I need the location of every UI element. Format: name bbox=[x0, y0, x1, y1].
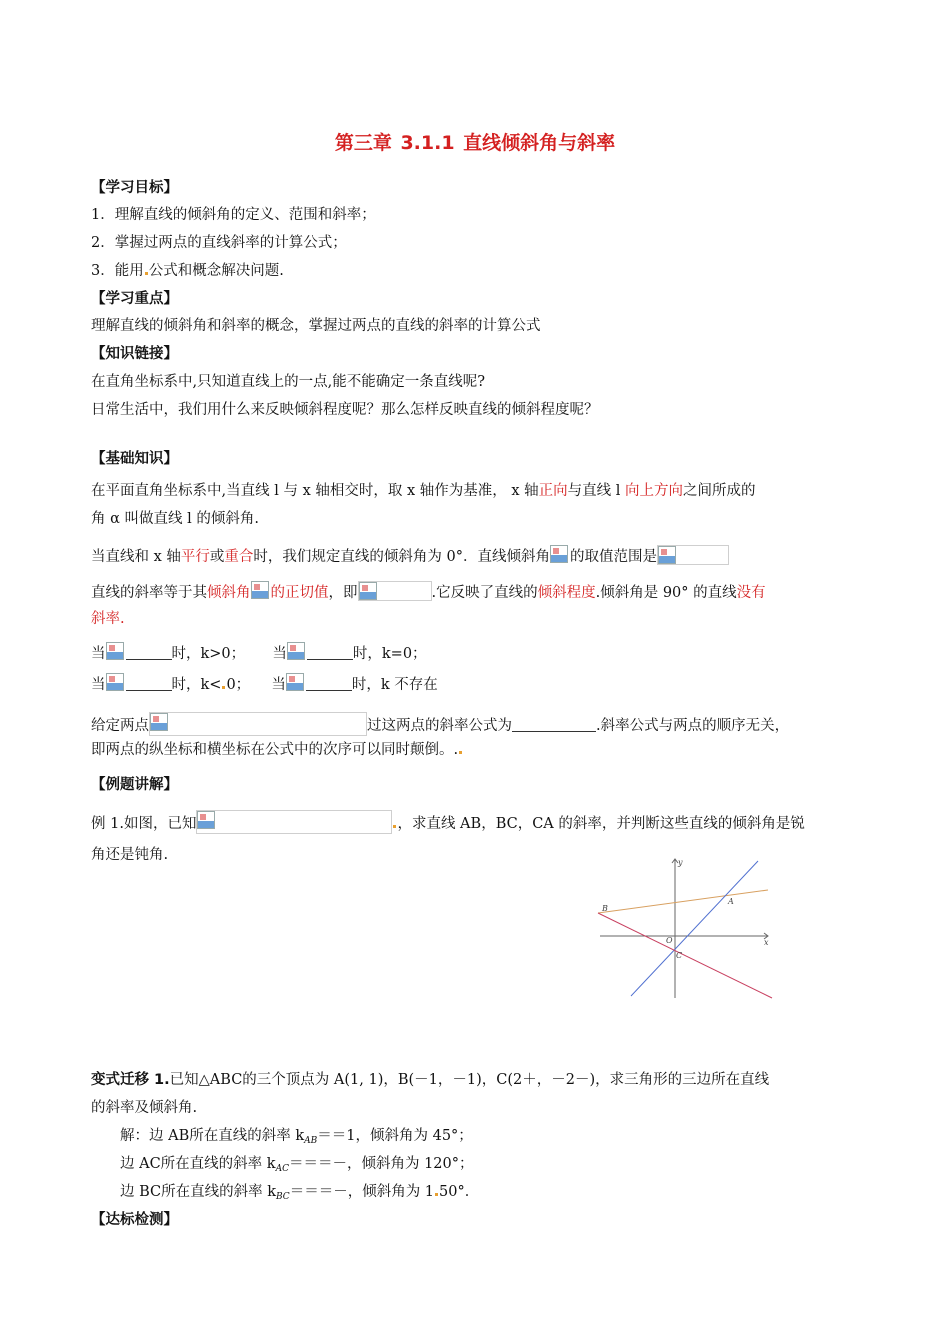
page-title: 第三章 3.1.1 直线倾斜角与斜率 bbox=[334, 132, 616, 154]
mark-dot bbox=[393, 825, 396, 828]
example-1-line-1: 例 1.如图，已知 ，求直线 AB，BC，CA 的斜率，并判断这些直线的倾斜角是锐 bbox=[91, 810, 805, 834]
goal-item-2: 2．掌握过两点的直线斜率的计算公式； bbox=[91, 235, 347, 251]
heading-goals: 【学习目标】 bbox=[91, 180, 178, 196]
mark-dot bbox=[435, 1193, 438, 1196]
heading-link: 【知识链接】 bbox=[91, 346, 178, 362]
example-figure bbox=[596, 855, 780, 1001]
blank-line[interactable] bbox=[126, 676, 172, 691]
image-placeholder-icon bbox=[106, 673, 126, 693]
image-placeholder-icon bbox=[286, 673, 306, 693]
image-placeholder-icon bbox=[106, 642, 126, 662]
basics-paragraph-7: 即两点的纵坐标和横坐标在公式中的次序可以同时颠倒。. bbox=[91, 740, 463, 760]
heading-examples: 【例题讲解】 bbox=[91, 777, 178, 793]
blank-line[interactable] bbox=[306, 676, 352, 691]
line-ba bbox=[598, 890, 768, 913]
case-row-1: 当 时，k>0； 当 时，k=0； bbox=[91, 642, 427, 664]
slope-formula-box bbox=[358, 581, 432, 601]
basics-paragraph-2: 角 α 叫做直线 l 的倾斜角. bbox=[91, 511, 259, 527]
link-question-1: 在直角坐标系中,只知道直线上的一点,能不能确定一条直线呢? bbox=[91, 374, 485, 390]
link-question-2: 日常生活中，我们用什么来反映倾斜程度呢？那么怎样反映直线的倾斜程度呢？ bbox=[91, 402, 599, 418]
image-placeholder-icon bbox=[550, 545, 570, 565]
solution-line-1: 解：边 AB所在直线的斜率 $k_{AB}==1$，倾斜角为 45°； bbox=[120, 1128, 473, 1146]
goal-item-1: 1．理解直线的倾斜角的定义、范围和斜率； bbox=[91, 207, 376, 223]
mark-dot bbox=[145, 272, 148, 275]
point-c-label: C bbox=[676, 951, 683, 960]
image-placeholder-icon bbox=[287, 642, 307, 662]
basics-paragraph-1: 在平面直角坐标系中,当直线 l 与 x 轴相交时，取 x 轴作为基准， x 轴正向与直线 l 向上方向之间所成的 bbox=[91, 483, 756, 499]
blank-line[interactable] bbox=[512, 717, 596, 732]
variant-line-1: 变式迁移 1.已知△ABC的三个顶点为 A(1, 1)，B(－1，－1)，C(2＋，－2－)，求三角形的三边所在直线 bbox=[91, 1072, 770, 1088]
two-points-formula-box bbox=[149, 712, 367, 736]
point-a-label: A bbox=[728, 897, 734, 906]
line-bc bbox=[598, 913, 772, 998]
variant-line-2: 的斜率及倾斜角. bbox=[91, 1100, 198, 1116]
blank-line[interactable] bbox=[307, 645, 353, 660]
point-b-label: B bbox=[602, 904, 608, 913]
heading-check: 【达标检测】 bbox=[91, 1212, 178, 1228]
example-points-box bbox=[196, 810, 392, 834]
y-axis-label: y bbox=[678, 858, 683, 867]
mark-dot bbox=[222, 686, 225, 689]
origin-label: O bbox=[666, 936, 673, 945]
basics-paragraph-4: 直线的斜率等于其倾斜角 的正切值，即 .它反映了直线的倾斜程度.倾斜角是 90° 的直线没有 bbox=[91, 581, 766, 603]
case-row-2: 当 时，k< 0； 当 时，k 不存在 bbox=[91, 673, 438, 695]
heading-focus: 【学习重点】 bbox=[91, 291, 178, 307]
mark-dot bbox=[459, 751, 462, 754]
example-1-line-2: 角还是钝角. bbox=[91, 847, 169, 863]
goal-item-3: 3．能用 公式和概念解决问题. bbox=[91, 263, 284, 279]
focus-text: 理解直线的倾斜角和斜率的概念，掌握过两点的直线的斜率的计算公式 bbox=[91, 318, 541, 334]
blank-line[interactable] bbox=[126, 645, 172, 660]
x-axis-label: x bbox=[764, 938, 769, 947]
basics-paragraph-5: 斜率. bbox=[91, 611, 125, 627]
solution-line-2: 边 AC所在直线的斜率 $k_{AC}===-$，倾斜角为 120°； bbox=[120, 1156, 474, 1174]
heading-basics: 【基础知识】 bbox=[91, 451, 178, 467]
basics-paragraph-6: 给定两点 过这两点的斜率公式为 .斜率公式与两点的顺序无关， bbox=[91, 712, 789, 736]
range-formula-box bbox=[657, 545, 729, 565]
line-ac bbox=[631, 861, 758, 996]
image-placeholder-icon bbox=[251, 581, 271, 601]
solution-line-3: 边 BC所在直线的斜率 $k_{BC}===-$，倾斜角为 1 50°． bbox=[120, 1184, 480, 1202]
basics-paragraph-3: 当直线和 x 轴平行或重合时，我们规定直线的倾斜角为 0°．直线倾斜角 的取值范围是 bbox=[91, 545, 729, 567]
